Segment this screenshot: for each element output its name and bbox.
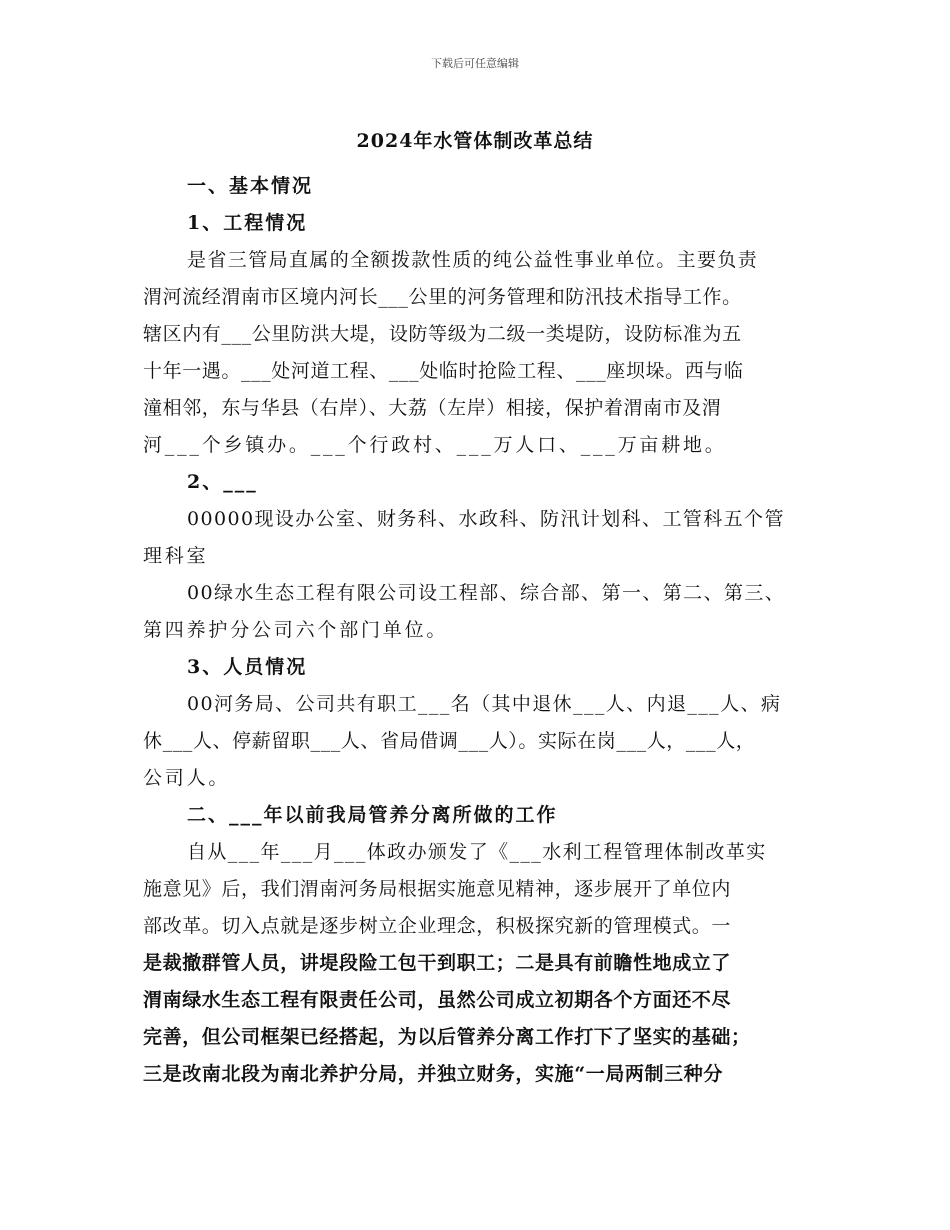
section-heading: 二、___年以前我局管养分离所做的工作	[187, 804, 558, 826]
body-text-line: 十年一遇。___处河道工程、___处临时抢险工程、___座坝垛。西与临	[143, 360, 744, 382]
body-text-line: 00绿水生态工程有限公司设工程部、综合部、第一、第二、第三、	[187, 582, 786, 604]
document-body	[143, 168, 823, 1093]
section-heading: 3、人员情况	[187, 656, 308, 678]
body-text-line: 施意见》后，我们渭南河务局根据实施意见精神，逐步展开了单位内	[143, 878, 732, 900]
body-text-line: 辖区内有___公里防洪大堤，设防等级为二级一类堤防，设防标准为五	[143, 323, 742, 345]
section-heading: 2、___	[187, 471, 258, 493]
page-header-note: 下载后可任意编辑	[431, 57, 519, 70]
body-text-line: 渭南绿水生态工程有限责任公司，虽然公司成立初期各个方面还不尽	[143, 989, 732, 1011]
body-text-line: 00河务局、公司共有职工___名（其中退休___人、内退___人、病	[187, 693, 782, 715]
body-text-line: 渭河流经渭南市区境内河长___公里的河务管理和防汛技术指导工作。	[143, 286, 742, 308]
body-text-line: 部改革。切入点就是逐步树立企业理念，积极探究新的管理模式。一	[143, 915, 732, 937]
body-text-line: 是裁撤群管人员，讲堤段险工包干到职工；二是具有前瞻性地成立了	[143, 952, 732, 974]
body-text-line: 潼相邻，东与华县（右岸）、大荔（左岸）相接，保护着渭南市及渭	[143, 397, 722, 419]
body-text-line: 00000现设办公室、财务科、水政科、防汛计划科、工管科五个管	[187, 508, 785, 530]
body-text-line: 是省三管局直属的全额拨款性质的纯公益性事业单位。主要负责	[187, 249, 759, 271]
document-title: 2024年水管体制改革总结	[356, 130, 594, 152]
body-text-line: 理科室	[143, 545, 209, 567]
body-text-line: 河___个乡镇办。___个行政村、___万人口、___万亩耕地。	[143, 434, 727, 456]
body-text-line: 公司人。	[143, 767, 231, 789]
body-text-line: 三是改南北段为南北养护分局，并独立财务，实施“一局两制三种分	[143, 1063, 723, 1085]
section-heading: 1、工程情况	[187, 212, 308, 234]
section-heading: 一、基本情况	[187, 175, 314, 197]
body-text-line: 完善，但公司框架已经搭起，为以后管养分离工作打下了坚实的基础；	[143, 1026, 751, 1048]
body-text-line: 第四养护分公司六个部门单位。	[143, 619, 449, 641]
body-text-line: 自从___年___月___体政办颁发了《___水利工程管理体制改革实	[187, 841, 767, 863]
body-text-line: 休___人、停薪留职___人、省局借调___人）。实际在岗___人，___人，	[143, 730, 756, 752]
